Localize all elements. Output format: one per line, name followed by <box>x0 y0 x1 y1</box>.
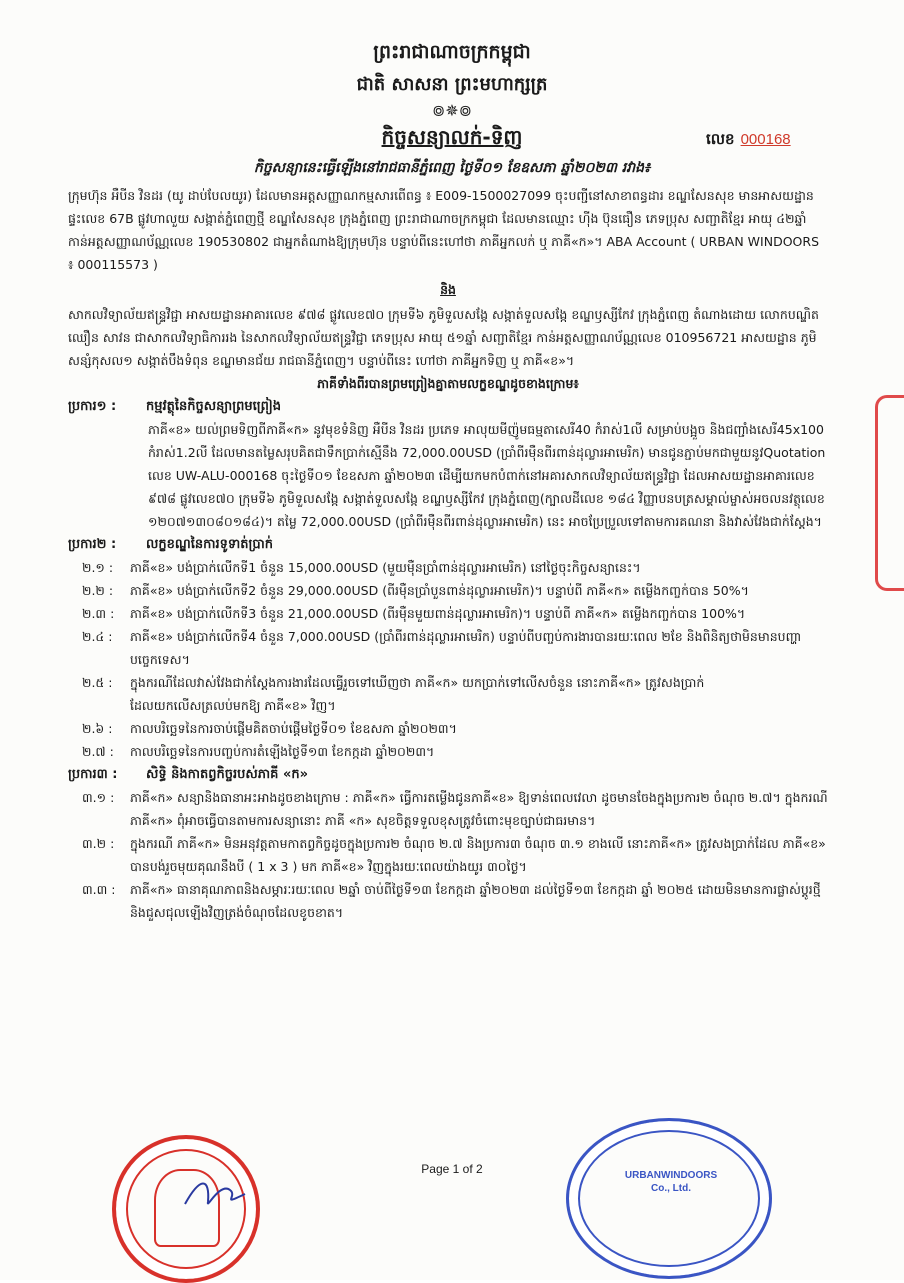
document-subtitle: កិច្ចសន្យានេះធ្វើឡើងនៅរាជធានីភ្នំពេញ ថ្ងៃទី០១ ខែឧសភា ឆ្នាំ២០២៣ រវាង៖ <box>253 160 651 176</box>
party-b-paragraph: សាកលវិទ្យាល័យឥន្ទ្រវិជ្ជា អាសយដ្ឋានអាគារលេខ ៩៧៨ ផ្លូវលេខ៧០ ក្រុមទី៦ ភូមិទួលសង្កែ សង្កាត់ទួលសង្កែ ខណ្ឌឫស្សីកែវ ក្រុងភ្នំពេញ តំណាងដោយ លោកបណ្ឌិត ឈឿន សាវន ជាសាកលវិទ្យាធិការរង នៃសាកលវិទ្យាល័យឥន្ទ្រវិជ្ជា ភេទប្រុស អាយុ ៥១ឆ្នាំ សញ្ជាតិខ្មែរ កាន់អត្តសញ្ញាណប័ណ្ណលេខ 010956721 អាសយដ្ឋាន ភូមិសន្សំកុសល១ សង្កាត់បឹងទំពុន ខណ្ឌមានជ័យ រាជធានីភ្នំពេញ។ បន្ទាប់ពីនេះ ហៅថា ភាគីអ្នកទិញ ឬ ភាគី«ខ»។ <box>68 307 819 368</box>
clause-text: កាលបរិច្ឆេទនៃការចាប់ផ្តើមគិតចាប់ផ្តើមថ្ងៃទី០១ ខែឧសភា ឆ្នាំ២០២៣។ <box>130 721 457 736</box>
article-1-label: ប្រការ១ : <box>68 399 117 414</box>
party-a-paragraph: ក្រុមហ៊ុន អឺបីន វិនដរ (យូ ដាប់បែលយូរ) ដែលមានអត្តសញ្ញាណកម្មសារពើពន្ធ ៖ E009-1500027099 ចុះបញ្ជីនៅសាខាពន្ធដារ ខណ្ឌសែនសុខ មានអាសយដ្ឋានផ្ទះលេខ 67B ផ្លូវហាលួយ សង្កាត់ភ្នំពេញថ្មី ខណ្ឌសែនសុខ ក្រុងភ្នំពេញ ព្រះរាជាណាចក្រកម្ពុជា ដែលមានឈ្មោះ ហ៊ីង ប៊ុនធឿន ភេទប្រុស សញ្ជាតិខ្មែរ អាយុ ៤២ឆ្នាំ កាន់អត្តសញ្ញាណប័ណ្ណលេខ 190530802 ជាអ្នកតំណាងឱ្យក្រុមហ៊ុន បន្ទាប់ពីនេះហៅថា ភាគីអ្នកលក់ ឬ ភាគី«ក»។ ABA Account ( URBAN WINDOORS ៖ 000115573 ) <box>68 188 820 272</box>
kingdom-header: ព្រះរាជាណាចក្រកម្ពុជា <box>373 41 531 63</box>
clause-2-1 <box>68 556 828 579</box>
article-2-label: ប្រការ២ : <box>68 537 117 552</box>
clause-2-3 <box>68 602 828 625</box>
clause-text: ក្នុងករណីដែលវាស់វែងជាក់ស្តែងការងារដែលធ្វើរួចទៅឃើញថា ភាគី«ក» យកប្រាក់ទៅលើសចំនួន នោះភាគី«ក» ត្រូវសងប្រាក់ដែលយកលើសត្រលប់មកឱ្យ ភាគី«ខ» វិញ។ <box>130 675 705 713</box>
clause-3-3 <box>68 878 828 924</box>
clause-number: ២.៣ : <box>82 606 115 621</box>
clause-text: ភាគី«ខ» បង់ប្រាក់លើកទី3 ចំនួន 21,000.00USD (ពីរម៉ឺនមួយពាន់ដុល្លារអាមេរិក)។ បន្ទាប់ពី ភាគី«ក» តម្លើងកញ្ចក់បាន 100%។ <box>130 606 746 621</box>
document-title: កិច្ចសន្យាលក់-ទិញ <box>381 125 523 149</box>
agreement-heading: ភាគីទាំងពីរបានព្រមព្រៀងគ្នាតាមលក្ខខណ្ឌដូចខាងក្រោម៖ <box>317 376 579 391</box>
article-1-heading <box>68 395 828 418</box>
clause-2-6 <box>68 717 828 740</box>
clause-text: ភាគី«ខ» បង់ប្រាក់លើកទី2 ចំនួន 29,000.00USD (ពីរម៉ឺនប្រាំបួនពាន់ដុល្លារអាមេរិក)។ បន្ទាប់ពី ភាគី«ក» តម្លើងកញ្ចក់បាន 50%។ <box>130 583 749 598</box>
clause-3-1 <box>68 786 828 832</box>
article-3-title: សិទ្ធិ និងកាតព្វកិច្ចរបស់ភាគី «ក» <box>146 767 309 782</box>
clause-number: ៣.២ : <box>82 836 115 851</box>
article-1-paragraph: ភាគី«ខ» យល់ព្រមទិញពីភាគី«ក» នូវមុខទំនិញ អឺបីន វិនដរ ប្រភេទ អាលុយមីញ៉ូមធម្មតាសេរី40 កំរាស់1លី សម្រាប់បង្អួច និងជញ្ជាំងសេរី45x100 កំរាស់1.2លី ដែលមានតម្លៃសរុបគិតជាទឹកប្រាក់ស្មើនឹង 72,000.00USD (ប្រាំពីរម៉ឺនពីរពាន់ដុល្លារអាមេរិក) មានជូនភ្ជាប់មកជាមួយនូវQuotation លេខ UW-ALU-000168 ចុះថ្ងៃទី០១ ខែឧសភា ឆ្នាំ២០២៣ ដើម្បីយកមកបំពាក់នៅអគារសាកលវិទ្យាល័យឥន្ទ្រវិជ្ជា ដែលអាសយដ្ឋានអាគារលេខ ៩៧៨ ផ្លូវលេខ៧០ ក្រុមទី៦ ភូមិទួលសង្កែ សង្កាត់ទួលសង្កែ ខណ្ឌឫស្សីកែវ ក្រុងភ្នំពេញ(ក្បាលដីលេខ ១៨៤ វិញ្ញាបនបត្រសម្គាល់ម្ចាស់អចលនវត្ថុលេខ ១២០៧១៣០៨០១៨៤)។ តម្លៃ 72,000.00USD (ប្រាំពីរម៉ឺនពីរពាន់ដុល្លារអាមេរិក) នេះ អាចប្រែប្រួលទៅតាមការគណនា និងវាស់វែងជាក់ស្តែង។ <box>148 422 826 529</box>
clause-2-5 <box>68 671 828 717</box>
company-seal-text: URBANWINDOORS Co., Ltd. <box>624 1170 718 1194</box>
page-footer: Page 1 of 2 <box>421 1162 483 1176</box>
with-label: និង <box>440 282 456 297</box>
motto-header: ជាតិ សាសនា ព្រះមហាក្សត្រ <box>356 74 548 95</box>
clause-text: កាលបរិច្ឆេទនៃការបញ្ចប់ការតំឡើងថ្ងៃទី១៣ ខែកក្កដា ឆ្នាំ២០២៣។ <box>130 744 435 759</box>
clause-3-2 <box>68 832 828 878</box>
clause-number: ២.១ : <box>82 560 114 575</box>
clause-text: ភាគី«ខ» បង់ប្រាក់លើកទី4 ចំនួន 7,000.00USD (ប្រាំពីរពាន់ដុល្លារអាមេរិក) បន្ទាប់ពីបញ្ចប់ការងារបានរយៈពេល ២ខែ និងពិនិត្យថាមិនមានបញ្ហាបច្ចេកទេស។ <box>130 629 802 667</box>
document-body <box>68 184 828 924</box>
clause-text: ក្នុងករណី ភាគី«ក» មិនអនុវត្តតាមកាតព្វកិច្ចដូចក្នុងប្រការ២ ចំណុច ២.៧ និងប្រការ៣ ចំណុច ៣.១ ខាងលើ នោះភាគី«ក» ត្រូវសងប្រាក់ដែល ភាគី«ខ» បានបង់រួចមុយគុណនឹងបី ( 1 x 3 ) មក ភាគី«ខ» វិញក្នុងរយៈពេលយ៉ាងយូរ ៣០ថ្ងៃ។ <box>130 836 826 874</box>
document-number <box>706 130 791 152</box>
clause-text: ភាគី«ខ» បង់ប្រាក់លើកទី1 ចំនួន 15,000.00USD (មួយម៉ឺនប្រាំពាន់ដុល្លារអាមេរិក) នៅថ្ងៃចុះកិច្ចសន្យានេះ។ <box>130 560 641 575</box>
clause-text: ភាគី«ក» សន្យានិងធានាអះអាងដូចខាងក្រោម : ភាគី«ក» ធ្វើការតម្លើងជូនភាគី«ខ» ឱ្យទាន់ពេលវេលា ដូចមានចែងក្នុងប្រការ២ ចំណុច ២.៧។ ក្នុងករណី ភាគី«ក» ពុំអាចធ្វើបានតាមការសន្យានោះ ភាគី «ក» សុខចិត្តទទួលខុសត្រូវចំពោះមុខច្បាប់ជាធរមាន។ <box>130 790 828 828</box>
article-2-title: លក្ខខណ្ឌនៃការទូទាត់ប្រាក់ <box>146 537 274 552</box>
clause-text: ភាគី«ក» ធានាគុណភាពនិងសម្ភារៈរយៈពេល ២ឆ្នាំ ចាប់ពីថ្ងៃទី១៣ ខែកក្កដា ឆ្នាំ២០២៣ ដល់ថ្ងៃទី១៣ ខែកក្កដា ឆ្នាំ ២០២៥ ដោយមិនមានការផ្លាស់ប្តូរថ្មី និងជួសជុលឡើងវិញត្រង់ចំណុចដែលខូចខាត។ <box>130 882 821 920</box>
clause-2-2 <box>68 579 828 602</box>
edge-stamp-icon <box>875 395 904 591</box>
clause-number: ៣.៣ : <box>82 882 116 897</box>
header-ornament: ៙✵៙ <box>432 101 472 120</box>
article-2-heading <box>68 533 828 556</box>
signature-icon <box>180 1172 250 1212</box>
article-3-heading <box>68 763 828 786</box>
clause-2-4 <box>68 625 828 671</box>
clause-number: ២.៦ : <box>82 721 113 736</box>
article-1-title: កម្មវត្ថុនៃកិច្ចសន្យាព្រមព្រៀង <box>146 399 281 414</box>
company-seal-icon <box>566 1118 772 1279</box>
clause-number: ២.៤ : <box>82 629 113 644</box>
clause-number: ២.២ : <box>82 583 114 598</box>
article-3-label: ប្រការ៣ : <box>68 767 118 782</box>
clause-number: ២.៧ : <box>82 744 114 759</box>
clause-number: ៣.១ : <box>82 790 115 805</box>
clause-number: ២.៥ : <box>82 675 113 690</box>
document-number-value: 000168 <box>740 131 791 148</box>
document-number-label: លេខ <box>706 130 735 148</box>
clause-2-7 <box>68 740 828 763</box>
